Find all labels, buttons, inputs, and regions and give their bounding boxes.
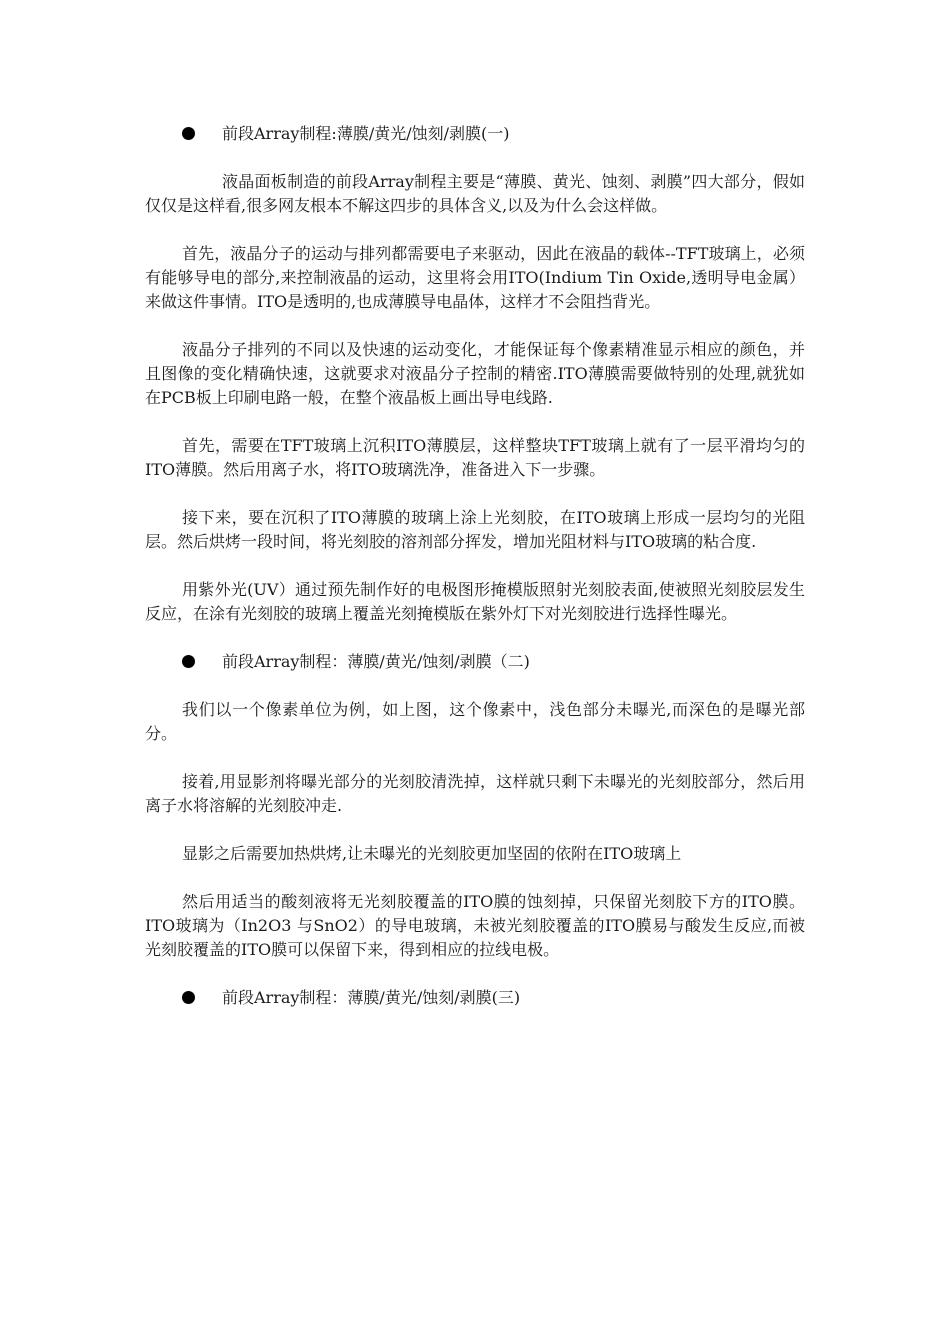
paragraph-uv-exposure: 用紫外光(UV）通过预先制作好的电极图形掩模版照射光刻胶表面,使被照光刻胶层发生反应，在涂有光刻胶的玻璃上覆盖光刻掩模版在紫外灯下对光刻胶进行选择性曝光。	[145, 580, 805, 623]
paragraph-developer: 接着,用显影剂将曝光部分的光刻胶清洗掉，这样就只剩下未曝光的光刻胶部分，然后用离子水将溶解的光刻胶冲走.	[145, 772, 805, 815]
document-page	[145, 122, 805, 1034]
paragraph-photoresist: 接下来，要在沉积了ITO薄膜的玻璃上涂上光刻胶，在ITO玻璃上形成一层均匀的光阻层。然后烘烤一段时间，将光刻胶的溶剂部分挥发，增加光阻材料与ITO玻璃的粘合度.	[145, 508, 805, 551]
paragraph-deposition: 首先，需要在TFT玻璃上沉积ITO薄膜层，这样整块TFT玻璃上就有了一层平滑均匀的ITO薄膜。然后用离子水，将ITO玻璃洗净，准备进入下一步骤。	[145, 436, 805, 479]
section-heading-3	[145, 986, 805, 1010]
bullet-icon	[182, 991, 195, 1004]
bullet-icon	[182, 127, 195, 140]
section-heading-3-text: 前段Array制程：薄膜/黄光/蚀刻/剥膜(三)	[222, 988, 521, 1007]
section-heading-1-text: 前段Array制程:薄膜/黄光/蚀刻/剥膜(一)	[222, 124, 510, 143]
paragraph-intro: 液晶面板制造的前段Array制程主要是“薄膜、黄光、蚀刻、剥膜”四大部分，假如仅仅是这样看,很多网友根本不解这四步的具体含义,以及为什么会这样做。	[145, 172, 805, 215]
paragraph-baking: 显影之后需要加热烘烤,让未曝光的光刻胶更加坚固的依附在ITO玻璃上	[182, 844, 682, 863]
section-heading-1	[145, 122, 805, 146]
paragraph-ito-process: 液晶分子排列的不同以及快速的运动变化，才能保证每个像素精准显示相应的颜色，并且图像的变化精确快速，这就要求对液晶分子控制的精密.ITO薄膜需要做特别的处理,就犹如在PCB板上印刷电路一般，在整个液晶板上画出导电线路.	[145, 340, 805, 407]
section-heading-2-text: 前段Array制程：薄膜/黄光/蚀刻/剥膜（二)	[222, 652, 530, 671]
bullet-icon	[182, 655, 195, 668]
paragraph-ito-intro: 首先，液晶分子的运动与排列都需要电子来驱动，因此在液晶的载体--TFT玻璃上，必须有能够导电的部分,来控制液晶的运动，这里将会用ITO(Indium Tin Oxide,透明导电金属）来做这件事情。ITO是透明的,也成薄膜导电晶体，这样才不会阻挡背光。	[145, 244, 805, 311]
paragraph-pixel-example: 我们以一个像素单位为例，如上图，这个像素中，浅色部分未曝光,而深色的是曝光部分。	[145, 700, 805, 743]
paragraph-etching: 然后用适当的酸刻液将无光刻胶覆盖的ITO膜的蚀刻掉，只保留光刻胶下方的ITO膜。ITO玻璃为（In2O3 与SnO2）的导电玻璃，未被光刻胶覆盖的ITO膜易与酸发生反应,而被光刻胶覆盖的ITO膜可以保留下来，得到相应的拉线电极。	[145, 892, 805, 959]
section-heading-2	[145, 650, 805, 674]
